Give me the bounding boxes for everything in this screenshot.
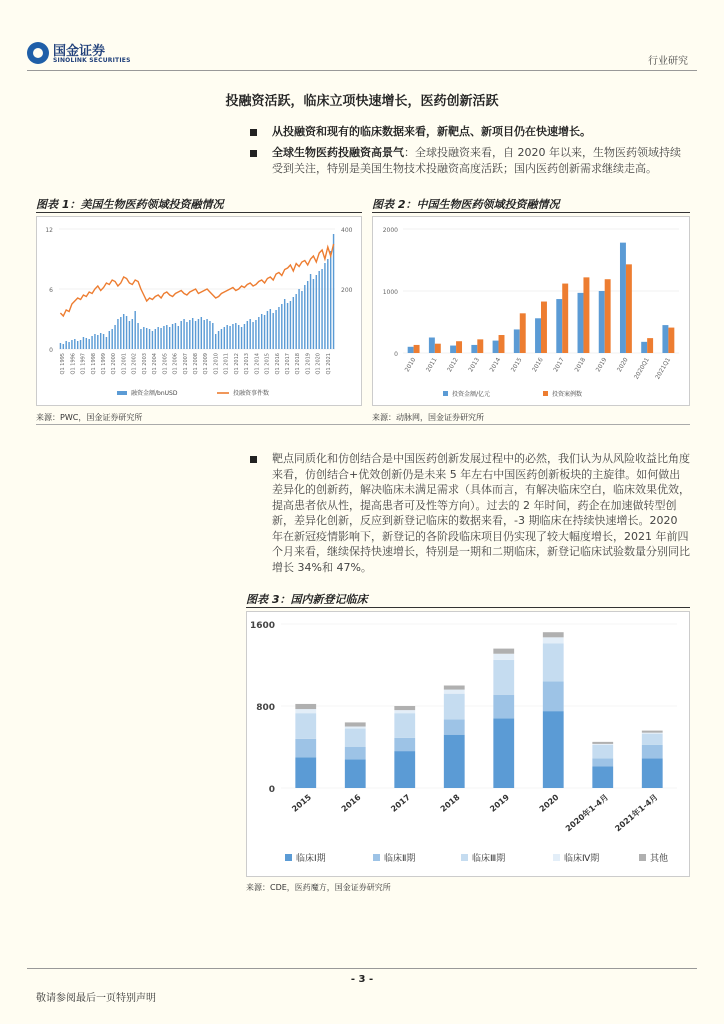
- funding-bar: [100, 333, 101, 349]
- investment-amount-bar: [641, 342, 647, 353]
- funding-bar: [169, 327, 170, 349]
- funding-bar: [330, 251, 331, 349]
- investment-cases-bar: [605, 279, 611, 353]
- stack-segment-4: [345, 727, 366, 729]
- x-tick-label: Q1 2001: [121, 353, 128, 375]
- fig3-title: 图表 3：国内新登记临床: [246, 593, 368, 606]
- bullet-square-icon: [250, 456, 257, 463]
- funding-bar: [313, 279, 314, 349]
- funding-bar: [235, 323, 236, 349]
- header-divider: [27, 70, 697, 71]
- x-tick-label: Q1 2016: [274, 353, 281, 375]
- funding-bar: [91, 336, 92, 349]
- x-tick-label: Q1 2012: [233, 353, 240, 375]
- funding-bar: [195, 321, 196, 349]
- x-tick-label: 2018: [438, 792, 462, 814]
- stack-segment-4: [493, 654, 514, 660]
- bullet-3: [250, 451, 690, 575]
- y-right-tick-label: 400: [341, 227, 353, 234]
- x-tick-label: 2020Q1: [632, 356, 651, 381]
- x-tick-label: Q1 2002: [131, 353, 138, 375]
- x-tick-label: Q1 2007: [182, 353, 189, 375]
- funding-bar: [97, 335, 98, 349]
- investment-cases-bar: [477, 339, 483, 353]
- cn-clinical-registration-chart: [246, 611, 690, 877]
- y-tick-label: 0: [268, 785, 275, 795]
- x-tick-label: 2011: [424, 356, 439, 374]
- funding-bar: [132, 319, 133, 349]
- x-tick-label: Q1 2017: [285, 353, 291, 375]
- funding-bar: [241, 327, 242, 349]
- bullet-2: [250, 145, 690, 176]
- legend-label: 临床Ⅰ期: [296, 854, 326, 864]
- x-tick-label: 2015: [290, 792, 314, 814]
- stack-segment-5: [394, 706, 415, 710]
- x-tick-label: 2019: [488, 792, 512, 814]
- fig1-title: 图表 1：美国生物医药领域投资融情况: [36, 198, 224, 211]
- fig3-title-rule: [246, 607, 690, 608]
- investment-amount-bar: [662, 325, 668, 353]
- funding-bar: [304, 285, 305, 349]
- cn-biopharma-chart: [372, 216, 690, 406]
- fig2-title: 图表 2：中国生物医药领域投资融情况: [372, 198, 560, 211]
- sinolink-logo: [27, 40, 137, 70]
- funding-bar: [114, 325, 115, 349]
- funding-bar: [143, 327, 144, 349]
- stack-segment-4: [444, 690, 465, 694]
- legend-swatch: [373, 854, 380, 861]
- funding-bar: [267, 311, 268, 349]
- stack-segment-5: [295, 704, 316, 709]
- bullet-1: [250, 124, 690, 140]
- funding-bar: [180, 321, 181, 349]
- legend-label: 临床Ⅳ期: [564, 854, 600, 864]
- funding-bar: [290, 301, 291, 349]
- funding-bar: [166, 325, 167, 349]
- funding-bar: [318, 271, 319, 349]
- x-tick-label: Q1 2009: [203, 353, 210, 375]
- stack-segment-4: [394, 710, 415, 713]
- stack-segment-5: [642, 731, 663, 733]
- stack-segment-4: [543, 637, 564, 643]
- stack-segment-3: [642, 734, 663, 745]
- logo-cn-text: 国金证券: [53, 44, 106, 59]
- x-tick-label: 2016: [531, 356, 545, 374]
- x-tick-label: 2019: [594, 356, 609, 374]
- x-tick-label: Q1 2004: [152, 353, 159, 375]
- funding-bar: [63, 344, 64, 349]
- investment-cases-bar: [647, 338, 653, 353]
- funding-bar: [209, 321, 210, 349]
- funding-bar: [149, 329, 150, 349]
- investment-amount-bar: [556, 299, 562, 353]
- legend-swatch-cases: [543, 391, 548, 396]
- bullet-2-lead: 全球生物医药投融资高景气: [272, 146, 404, 159]
- stack-segment-3: [543, 643, 564, 681]
- funding-bar: [226, 325, 227, 349]
- bullet-2-body: ：全球投融资来看，自 2020 年以来，生物医药领域持续受到关注，特别是美国生物技术投融资高度活跃；国内医药创新需求继续走高。: [272, 146, 681, 175]
- x-tick-label: Q1 2013: [244, 353, 251, 375]
- y-left-tick-label: 12: [45, 227, 53, 234]
- stack-segment-1: [642, 758, 663, 788]
- fig3-source: 来源：CDE，医药魔方，国金证券研究所: [246, 883, 391, 892]
- funding-bar: [88, 339, 89, 349]
- y-left-tick-label: 0: [49, 347, 53, 354]
- x-tick-label: Q1 2008: [193, 353, 199, 375]
- stack-segment-2: [642, 745, 663, 758]
- x-tick-label: 2010: [403, 356, 418, 374]
- y-tick-label: 800: [256, 703, 275, 713]
- funding-bar: [275, 310, 276, 349]
- investment-cases-bar: [583, 277, 589, 353]
- x-tick-label: 2020: [615, 356, 630, 374]
- us-biopharma-chart: [36, 216, 362, 406]
- funding-bar: [321, 269, 322, 349]
- funding-bar: [272, 313, 273, 349]
- funding-bar: [244, 324, 245, 349]
- funding-bar: [249, 319, 250, 349]
- stack-segment-1: [444, 735, 465, 788]
- funding-bar: [172, 324, 173, 349]
- stack-segment-5: [444, 686, 465, 690]
- funding-bar: [71, 340, 72, 349]
- stack-segment-3: [345, 729, 366, 747]
- funding-bar: [287, 303, 288, 349]
- x-tick-label: 2017: [389, 792, 413, 814]
- x-tick-label: Q1 2020: [315, 353, 322, 375]
- funding-bar: [301, 291, 302, 349]
- funding-bar: [86, 338, 87, 349]
- funding-bar: [103, 334, 104, 349]
- x-tick-label: 2013: [467, 356, 482, 374]
- funding-bar: [333, 234, 334, 349]
- stack-segment-5: [345, 722, 366, 726]
- investment-amount-bar: [493, 341, 499, 353]
- investment-cases-bar: [626, 264, 632, 353]
- stack-segment-2: [295, 739, 316, 757]
- funding-bar: [316, 275, 317, 349]
- funding-bar: [247, 321, 248, 349]
- funding-bar: [74, 339, 75, 349]
- x-tick-label: 2020年1-4月: [563, 792, 611, 834]
- y-right-tick-label: 200: [341, 287, 353, 294]
- x-tick-label: Q1 2010: [213, 353, 220, 375]
- y-tick-label: 1000: [382, 289, 398, 296]
- funding-bar: [80, 340, 81, 349]
- funding-bar: [126, 316, 127, 349]
- funding-bar: [229, 326, 230, 349]
- footer-divider: [27, 968, 697, 969]
- x-tick-label: Q1 2021: [325, 353, 332, 375]
- x-tick-label: Q1 1996: [70, 353, 77, 375]
- fig1-title-rule: [36, 212, 362, 213]
- x-tick-label: 2020: [537, 792, 561, 814]
- funding-bar: [60, 343, 61, 349]
- funding-bar: [117, 319, 118, 349]
- funding-bar: [163, 326, 164, 349]
- stack-segment-1: [394, 751, 415, 788]
- stack-segment-1: [345, 759, 366, 788]
- stack-segment-1: [592, 766, 613, 788]
- page-number: - 3 -: [350, 974, 374, 985]
- stack-segment-2: [345, 747, 366, 759]
- stack-segment-3: [592, 745, 613, 758]
- x-tick-label: 2016: [339, 792, 363, 814]
- stack-segment-4: [642, 733, 663, 734]
- bullet-square-icon: [250, 150, 257, 157]
- stack-segment-3: [493, 660, 514, 695]
- x-tick-label: Q1 2018: [295, 353, 302, 375]
- investment-cases-bar: [435, 344, 441, 353]
- funding-bar: [94, 334, 95, 349]
- funding-bar: [232, 324, 233, 349]
- stack-segment-2: [592, 758, 613, 766]
- bullet-2-text: [272, 145, 690, 176]
- funding-bar: [238, 325, 239, 349]
- funding-bar: [152, 331, 153, 349]
- x-tick-label: 2012: [446, 356, 460, 374]
- funding-bar: [310, 274, 311, 349]
- stack-segment-5: [543, 632, 564, 637]
- funding-bar: [215, 334, 216, 349]
- legend-label: 临床Ⅲ期: [472, 854, 506, 864]
- stack-segment-1: [543, 711, 564, 788]
- legend-swatch: [285, 854, 292, 861]
- bullet-3-text: 靶点同质化和仿创结合是中国医药创新发展过程中的必然，我们认为从风险收益比角度来看，仿创结合+优效创新仍是未来 5 年左右中国医药创新板块的主旋律。如何做出差异化的创新药，解决临床未满足需求（具体而言，有解决临床空白，临床效果优效，提高患者依从性，提高患者可及性等方向）。过去的 2 年时间，药企在加速做转型创新，差异化创新，反应到新登记临床的数据来看，-3 期临床在持续快速增长。2020 年在新冠疫情影响下，新登记的各阶段临床项目仍实现了较大幅度增长，2021 年前四个月来看，继续保持快速增长，特别是一期和二期临床，新登记临床试验数量分别同比增长 34%和 47%。: [272, 452, 690, 574]
- funding-bar: [295, 294, 296, 349]
- x-tick-label: Q1 2015: [264, 353, 271, 375]
- x-tick-label: Q1 2019: [305, 353, 312, 375]
- x-tick-label: 2015: [509, 356, 524, 374]
- stack-segment-2: [493, 695, 514, 719]
- investment-cases-bar: [668, 328, 674, 353]
- legend-label: 临床Ⅱ期: [384, 854, 416, 864]
- funding-bar: [264, 315, 265, 349]
- x-tick-label: Q1 2005: [162, 353, 169, 375]
- investment-amount-bar: [599, 291, 605, 353]
- funding-bar: [258, 317, 259, 349]
- bullet-1-text: 从投融资和现有的临床数据来看，新靶点、新项目仍在快速增长。: [272, 125, 591, 138]
- funding-bar: [281, 304, 282, 349]
- funding-bar: [218, 331, 219, 349]
- funding-bar: [155, 329, 156, 349]
- funding-bar: [201, 317, 202, 349]
- fig2-title-rule: [372, 212, 690, 213]
- funding-bar: [68, 342, 69, 349]
- x-tick-label: Q1 2000: [111, 353, 118, 375]
- x-tick-label: Q1 2011: [223, 353, 230, 375]
- funding-bar: [175, 323, 176, 349]
- legend-swatch: [461, 854, 468, 861]
- x-tick-label: 2017: [552, 356, 566, 374]
- funding-bar: [298, 289, 299, 349]
- funding-bar: [198, 319, 199, 349]
- legend-swatch-amount: [443, 391, 448, 396]
- x-tick-label: 2018: [573, 356, 588, 374]
- figures-bottom-rule: [36, 424, 690, 425]
- investment-amount-bar: [578, 293, 584, 353]
- investment-cases-bar: [499, 335, 505, 353]
- funding-bar: [129, 321, 130, 349]
- stack-segment-2: [444, 719, 465, 734]
- logo-en-text: SINOLINK SECURITIES: [53, 57, 131, 64]
- funding-bar: [77, 341, 78, 349]
- stack-segment-1: [493, 718, 514, 788]
- funding-bar: [261, 314, 262, 349]
- investment-amount-bar: [535, 318, 541, 353]
- funding-bar: [140, 329, 141, 349]
- investment-amount-bar: [620, 243, 626, 353]
- legend-swatch-funding: [117, 391, 127, 395]
- legend-label-funding: 融资金额/bnUSD: [131, 390, 178, 397]
- funding-bar: [65, 341, 66, 349]
- legend-label: 其他: [650, 854, 669, 864]
- funding-bar: [212, 323, 213, 349]
- stack-segment-2: [394, 738, 415, 751]
- y-tick-label: 0: [394, 351, 398, 358]
- investment-amount-bar: [514, 329, 520, 353]
- investment-cases-bar: [562, 284, 568, 353]
- funding-bar: [106, 337, 107, 349]
- funding-bar: [278, 307, 279, 349]
- x-tick-label: Q1 1995: [60, 353, 67, 375]
- funding-bar: [157, 327, 158, 349]
- stack-segment-3: [295, 713, 316, 739]
- header-section-label: 行业研究: [648, 56, 688, 67]
- funding-bar: [123, 314, 124, 349]
- funding-bar: [252, 322, 253, 349]
- stack-segment-5: [592, 742, 613, 744]
- investment-cases-bar: [414, 345, 420, 353]
- stack-segment-2: [543, 681, 564, 711]
- x-tick-label: Q1 2006: [172, 353, 179, 375]
- legend-label-amount: 投资金额/亿元: [452, 391, 491, 398]
- bullet-square-icon: [250, 129, 257, 136]
- legend-label-cases: 投资案例数: [552, 391, 583, 398]
- funding-bar: [307, 281, 308, 349]
- legend-swatch: [553, 854, 560, 861]
- y-tick-label: 2000: [382, 227, 398, 234]
- funding-bar: [83, 337, 84, 349]
- funding-bar: [186, 322, 187, 349]
- funding-bar: [224, 327, 225, 349]
- funding-bar: [111, 329, 112, 349]
- y-left-tick-label: 6: [49, 287, 53, 294]
- funding-bar: [160, 328, 161, 349]
- funding-bar: [203, 320, 204, 349]
- funding-bar: [189, 320, 190, 349]
- y-tick-label: 1600: [249, 621, 275, 631]
- investment-amount-bar: [471, 345, 477, 353]
- funding-bar: [137, 323, 138, 349]
- funding-bar: [146, 328, 147, 349]
- x-tick-label: Q1 1999: [101, 353, 107, 375]
- investment-amount-bar: [450, 346, 456, 353]
- funding-bar: [324, 263, 325, 349]
- stack-segment-4: [295, 709, 316, 713]
- x-tick-label: 2014: [488, 356, 503, 374]
- sinolink-logo-icon: [27, 42, 49, 64]
- fig1-source: 来源：PWC，国金证券研究所: [36, 413, 143, 422]
- x-tick-label: Q1 2003: [141, 353, 148, 375]
- x-tick-label: 2021年1-4月: [613, 792, 660, 834]
- section-title: 投融资活跃，临床立项快速增长，医药创新活跃: [225, 94, 499, 109]
- stack-segment-1: [295, 757, 316, 788]
- investment-amount-bar: [408, 347, 414, 353]
- x-tick-label: Q1 1997: [80, 353, 87, 375]
- stack-segment-3: [444, 694, 465, 720]
- investment-cases-bar: [456, 341, 462, 353]
- funding-bar: [192, 318, 193, 349]
- legend-label-deals: 投融资事件数: [233, 390, 270, 397]
- funding-bar: [134, 311, 135, 349]
- funding-bar: [270, 309, 271, 349]
- investment-amount-bar: [429, 338, 435, 354]
- investment-cases-bar: [541, 302, 547, 353]
- funding-bar: [293, 297, 294, 349]
- funding-bar: [255, 320, 256, 349]
- footer-disclaimer: 敬请参阅最后一页特别声明: [36, 993, 156, 1004]
- fig2-source: 来源：动脉网，国金证券研究所: [372, 413, 484, 422]
- funding-bar: [221, 329, 222, 349]
- x-tick-label: Q1 1998: [90, 353, 97, 375]
- funding-bar: [183, 319, 184, 349]
- stack-segment-4: [592, 744, 613, 745]
- funding-bar: [178, 326, 179, 349]
- stack-segment-5: [493, 649, 514, 654]
- funding-bar: [284, 299, 285, 349]
- funding-bar: [327, 259, 328, 349]
- funding-bar: [206, 319, 207, 349]
- stack-segment-3: [394, 713, 415, 738]
- x-tick-label: 2021Q1: [654, 356, 673, 381]
- investment-cases-bar: [520, 313, 526, 353]
- funding-bar: [120, 317, 121, 349]
- legend-swatch: [639, 854, 646, 861]
- funding-bar: [109, 331, 110, 349]
- x-tick-label: Q1 2014: [254, 353, 261, 375]
